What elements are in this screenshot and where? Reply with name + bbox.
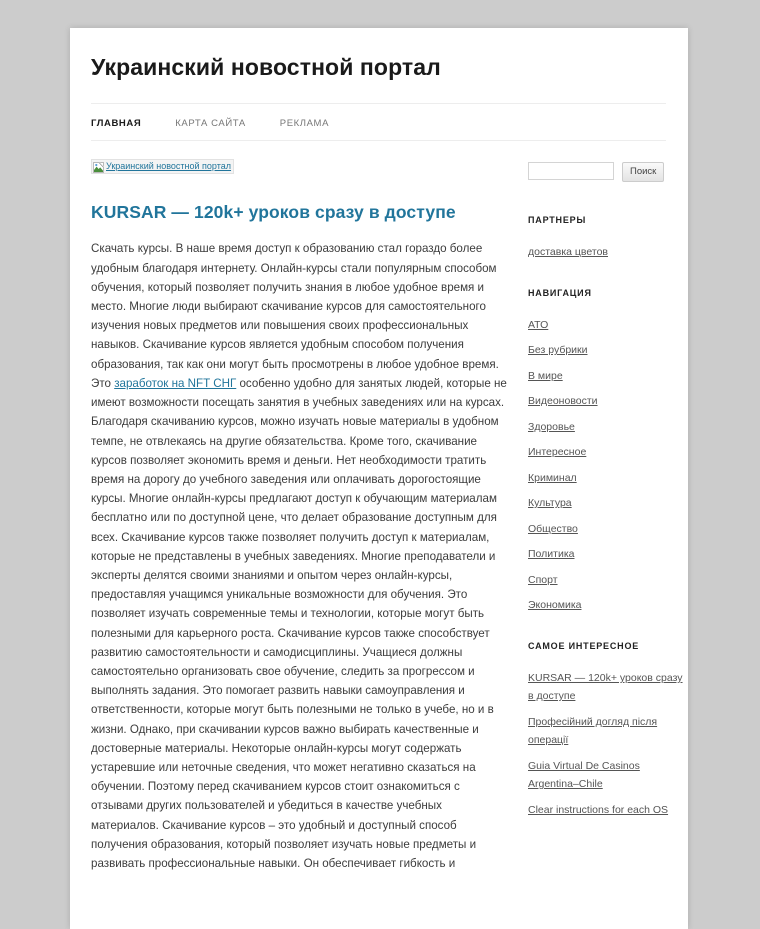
recent-post-link-casinos[interactable]: Guia Virtual De Casinos Argentina–Chile xyxy=(528,760,640,791)
list-item[interactable] xyxy=(528,544,688,562)
category-link-economy[interactable]: Экономика xyxy=(528,599,582,612)
widget-recent-posts xyxy=(528,641,688,818)
widget-navigation-title: НАВИГАЦИЯ xyxy=(528,287,592,298)
primary-navigation xyxy=(91,103,666,141)
nav-item-home[interactable] xyxy=(91,113,141,131)
category-link-politics[interactable]: Политика xyxy=(528,548,575,561)
post-text-before-link: Скачать курсы. В наше время доступ к образованию стал гораздо более удобным благодаря интернету. Онлайн-курсы стали популярным способом обучения, который позволяет получить знания в любое удобное время и место. Многие люди выбирают скачивание курсов для самостоятельного изучения новых предметов или повышения своих профессиональных навыков. Скачивание курсов является удобным способом получения образования, так как они могут быть просмотрены в любое удобное время. Это xyxy=(91,242,499,390)
post-body xyxy=(91,239,509,873)
category-link-health[interactable]: Здоровье xyxy=(528,420,575,433)
categories-list xyxy=(528,315,688,614)
list-item[interactable] xyxy=(528,442,688,460)
category-link-uncategorized[interactable]: Без рубрики xyxy=(528,344,588,357)
list-item[interactable] xyxy=(528,595,688,613)
category-link-world[interactable]: В мире xyxy=(528,369,563,382)
post-paragraph xyxy=(91,239,509,873)
post-title-link[interactable]: KURSAR — 120k+ уроков сразу в доступе xyxy=(91,201,456,222)
nav-item-advertising[interactable] xyxy=(280,113,329,131)
list-item[interactable] xyxy=(528,391,688,409)
list-item[interactable] xyxy=(528,493,688,511)
site-container xyxy=(70,28,688,929)
list-item[interactable] xyxy=(528,340,688,358)
partners-list xyxy=(528,242,688,260)
recent-post-link-kursar[interactable]: KURSAR — 120k+ уроков сразу в доступе xyxy=(528,672,683,703)
category-link-culture[interactable]: Культура xyxy=(528,497,572,510)
list-item[interactable] xyxy=(528,756,688,792)
category-link-society[interactable]: Общество xyxy=(528,522,578,535)
list-item[interactable] xyxy=(528,570,688,588)
site-header xyxy=(91,28,666,141)
site-title-link[interactable]: Украинский новостной портал xyxy=(91,54,441,80)
nav-link-advertising[interactable]: РЕКЛАМА xyxy=(279,117,330,129)
list-item[interactable] xyxy=(528,242,688,260)
list-item[interactable] xyxy=(528,519,688,537)
category-link-crime[interactable]: Криминал xyxy=(528,471,577,484)
list-item[interactable] xyxy=(528,712,688,748)
category-link-videonews[interactable]: Видеоновости xyxy=(528,395,598,408)
category-link-ato[interactable]: АТО xyxy=(528,318,549,331)
post-inline-link[interactable]: заработок на NFT СНГ xyxy=(114,376,237,390)
search-input[interactable] xyxy=(528,162,614,180)
search-form xyxy=(528,162,688,182)
widget-navigation xyxy=(528,288,688,614)
widget-partners-title: ПАРТНЕРЫ xyxy=(528,214,587,225)
header-banner xyxy=(91,159,509,175)
list-item[interactable] xyxy=(528,800,688,818)
list-item[interactable] xyxy=(528,315,688,333)
list-item[interactable] xyxy=(528,468,688,486)
content-column xyxy=(91,159,509,890)
partner-link-flowers[interactable]: доставка цветов xyxy=(528,245,608,258)
sidebar xyxy=(528,159,688,847)
site-title xyxy=(91,54,666,82)
recent-post-link-care[interactable]: Професійний догляд після операції xyxy=(528,716,658,747)
widget-partners xyxy=(528,215,688,260)
category-link-interesting[interactable]: Интересное xyxy=(528,446,587,459)
recent-post-link-instructions[interactable]: Clear instructions for each OS xyxy=(528,804,669,817)
search-submit-button[interactable]: Поиск xyxy=(622,162,664,182)
nav-link-sitemap[interactable]: КАРТА САЙТА xyxy=(175,117,246,129)
list-item[interactable] xyxy=(528,417,688,435)
main-columns xyxy=(91,141,683,890)
broken-image-icon xyxy=(93,161,104,172)
recent-posts-list xyxy=(528,668,688,818)
banner-link[interactable] xyxy=(91,159,234,174)
nav-list xyxy=(91,104,666,140)
widget-recent-title: САМОЕ ИНТЕРЕСНОЕ xyxy=(528,641,640,652)
nav-item-sitemap[interactable] xyxy=(175,113,245,131)
post-article xyxy=(91,202,509,874)
list-item[interactable] xyxy=(528,366,688,384)
post-title xyxy=(91,202,509,224)
category-link-sport[interactable]: Спорт xyxy=(528,573,558,586)
post-text-after-link: особенно удобно для занятых людей, которые не имеют возможности посещать занятия в учебных заведениях или на курсах. Благодаря скачиванию курсов, можно изучать новые материалы в удобном темпе, не отвлекаясь на другие обязательства. Кроме того, скачивание курсов позволяет экономить время и деньги. Нет необходимости тратить время на дорогу до учебного заведения или оплачивать дорогостоящие курсы. Многие онлайн-курсы предлагают доступ к обучающим материалам бесплатно или по доступной цене, что делает образование доступным для всех. Скачивание курсов также позволяет получить доступ к материалам, которые не представлены в учебных заведениях. Многие преподаватели и эксперты делятся своими знаниями и опытом через онлайн-курсы, предоставляя учащимся уникальные возможности для обучения. Это позволяет изучать современные темы и технологии, которые могут быть полезными для карьерного роста. Скачивание курсов также способствует развитию самостоятельности и самодисциплины. Учащиеся должны самостоятельно организовать свое обучение, следить за прогрессом и выполнять задания. Это помогает развить навыки самоуправления и ответственности, которые могут быть полезными не только в учебе, но и в жизни. Однако, при скачивании курсов важно выбирать качественные и достоверные материалы. Некоторые онлайн-курсы могут содержать устаревшие или неточные сведения, что может негативно сказаться на обучении. Поэтому перед скачиванием курсов стоит ознакомиться с отзывами других пользователей и убедиться в качестве учебных материалов. Скачивание курсов – это удобный и доступный способ получения образования, который позволяет изучать новые предметы и развивать профессиональные навыки. Он обеспечивает гибкость и xyxy=(91,376,507,870)
list-item[interactable] xyxy=(528,668,688,704)
nav-link-home[interactable]: ГЛАВНАЯ xyxy=(91,117,142,129)
banner-alt-text: Украинский новостной портал xyxy=(106,160,232,171)
